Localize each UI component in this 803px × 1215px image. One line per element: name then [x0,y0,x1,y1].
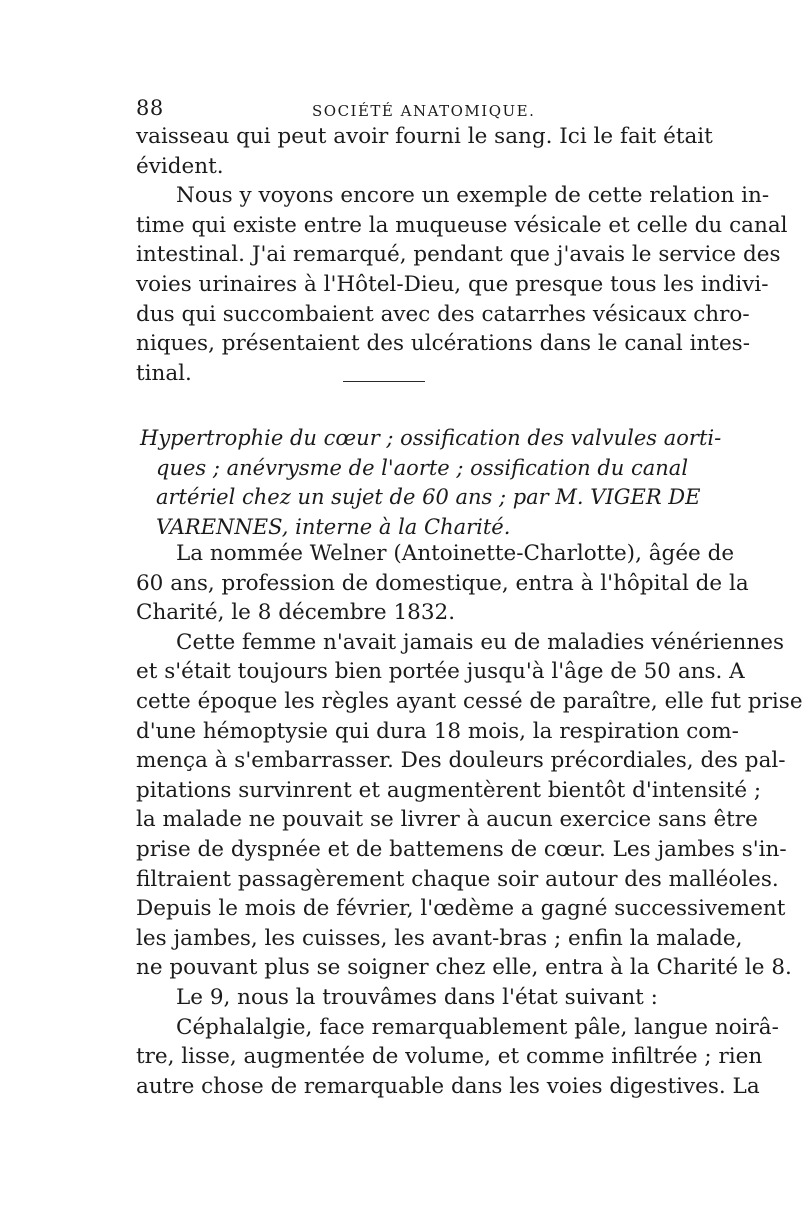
text-line: Nous y voyons encore un exemple de cette relation in- [176,183,770,209]
text-line: intestinal. J'ai remarqué, pendant que j'avais le service des [136,242,781,268]
text-line: tinal. [136,360,192,386]
text-line: pitations survinrent et augmentèrent bientôt d'intensité ; [136,777,762,803]
text-line: tre, lisse, augmentée de volume, et comme infiltrée ; rien [136,1044,763,1070]
paragraph-continued [136,122,713,181]
paragraph [136,628,803,983]
text-line: cette époque les règles ayant cessé de paraître, elle fut prise [136,688,803,714]
paragraph [136,1013,779,1102]
text-line: Céphalalgie, face remarquablement pâle, langue noirâ- [176,1014,779,1040]
text-line: d'une hémoptysie qui dura 18 mois, la respiration com- [136,718,739,744]
text-line: Cette femme n'avait jamais eu de maladies vénériennes [176,629,784,655]
text-line: La nommée Welner (Antoinette-Charlotte), âgée de [176,541,735,566]
page-number: 88 [136,96,164,120]
text-line: mença à s'embarrasser. Des douleurs précordiales, des pal- [136,748,786,774]
text-line: évident. [136,153,224,179]
text-line: autre chose de remarquable dans les voies digestives. La [136,1073,760,1099]
text-line: time qui existe entre la muqueuse vésicale et celle du canal [136,212,788,238]
paragraph [136,181,788,388]
text-line: Depuis le mois de février, l'œdème a gagné successivement [136,896,786,922]
text-line: Le 9, nous la trouvâmes dans l'état suivant : [176,984,658,1010]
text-line: 60 ans, profession de domestique, entra à l'hôpital de la [136,570,749,596]
body-text-top [136,122,788,388]
text-line: ne pouvant plus se soigner chez elle, entra à la Charité le 8. [136,955,792,981]
title-line: artériel chez un sujet de 60 ans ; par M. VIGER DE [156,485,701,510]
text-line: dus qui succombaient avec des catarrhes vésicaux chro- [136,301,750,327]
paragraph [136,539,749,628]
title-line: VARENNES, interne à la Charité. [156,514,511,539]
text-line: Charité, le 8 décembre 1832. [136,600,456,626]
text-line: voies urinaires à l'Hôtel-Dieu, que presque tous les indivi- [136,271,769,297]
text-line: les jambes, les cuisses, les avant-bras ; enfin la malade, [136,925,743,951]
title-line: Hypertrophie du cœur ; ossification des valvules aorti- [140,426,722,450]
running-title: SOCIÉTÉ ANATOMIQUE. [312,102,536,120]
body-text-main [136,539,803,1101]
text-line: filtraient passagèrement chaque soir autour des malléoles. [136,866,779,892]
paragraph [136,983,674,1013]
article-title [140,424,722,542]
text-line: prise de dyspnée et de battemens de cœur. Les jambes s'in- [136,836,787,862]
section-separator-rule [343,381,425,382]
text-line: niques, présentaient des ulcérations dans le canal intes- [136,331,750,357]
title-line: ques ; anévrysme de l'aorte ; ossification du canal [156,455,689,480]
text-line: et s'était toujours bien portée jusqu'à l'âge de 50 ans. A [136,659,745,685]
text-line: vaisseau qui peut avoir fourni le sang. Ici le fait était [136,124,713,149]
text-line: la malade ne pouvait se livrer à aucun exercice sans être [136,807,758,833]
